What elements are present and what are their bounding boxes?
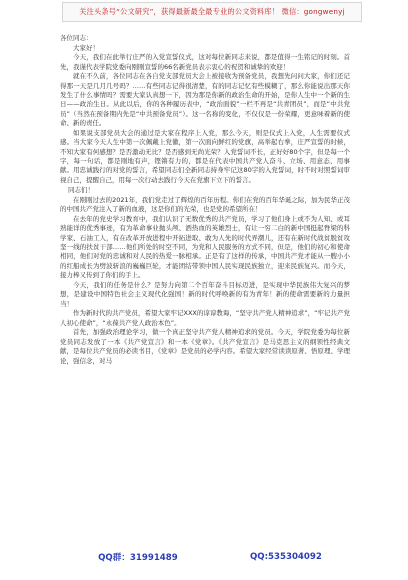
section-salutation: 同志们！ xyxy=(68,186,94,195)
body-paragraph: 在刚刚过去的2021年，我们党走过了辉煌的百年历程。你们在党的百年华诞之际，加为民华正茂的中国共产党注入了新的血液，这是你们的光荣，也是党的希望所在！ xyxy=(60,195,350,214)
qq-contact-text: QQ:535304092 xyxy=(249,552,322,562)
body-paragraph: 就在不久前，各位同志在各自党支部党员大会上被接收为预备党员，我想先问问大家，你们还记得那一天是几月几号吗？……有些同志记得很清楚，有的同志记忆有些模糊了，那么你能说出那天你发生了什么事情吗？需要大家认真想一下，因为那是你新的政治生命的开始，是你人生中一个新的生日——政治生日。从此以后，你的各种履历表中，“政治面貌”一栏不再是“共青团员”，而是“中共党员”（当然在预备期内先是“中共预备党员”）。这一名称的变化，不仅仅是一份荣耀，更意味着新的使命、新的责任。 xyxy=(60,72,350,128)
greeting: 大家好！ xyxy=(73,43,99,52)
body-paragraph: 今天，我们在此举行庄严的入党宣誓仪式，这对每位新同志来说，都是值得一生铭记的时刻。首先，我谨代表学院党委向刚刚宣誓的66名新党员表示衷心的祝贺和诚挚的欢迎！ xyxy=(60,53,350,71)
promo-banner xyxy=(62,2,362,22)
promo-banner-text: 关注头条号“公文研究”，获得最新最全最专业的公文资料库！ 微信：gongwenyj xyxy=(79,7,345,16)
salutation: 各位同志： xyxy=(60,34,93,42)
body-paragraph: 如果说支部党员大会的通过是大家在程序上入党，那么今天，则是仪式上入党，人生需要仪式感。当大家今天人生中第一次佩戴上党徽，第一次面向鲜红的党旗，高举起右拳，庄严宣誓的时候，不知大家有何感想？是否激动无比？是否感到无尚光荣？入党誓词不长，正好好80个字，但是每一个字，每一句话，都是刚地有声，铿锵有力的，都是在代表中国共产党人奋斗、立场、用意态、用事献。用忠诚践行的对党的誓言，希望同志们全新同志持身牢记这80字的入党誓词，时不时对照誓词审视自己，提醒自己，用每一次行动去践行今天在党旗下立下的誓言。 xyxy=(60,128,350,184)
qq-group-text: QQ群：31991489 xyxy=(98,553,178,563)
body-paragraph: 今天，我们的任务是什么？是努力向第二个百年奋斗目标迈进，是实现中华民族伟大复兴的梦想，是建设中国特色社会主义现代化强国！新的时代呼唤新的有为青年！新的使命需要新的力量担当！ xyxy=(60,280,350,308)
footer-contacts xyxy=(62,549,358,565)
body-paragraph: 在去年的党史学习教育中，我们认识了无数优秀的共产党员，学习了他们身上或不为人知、或耳熟能详的优秀事迹，有为革命事业抛头颅、洒热血的英雄烈士，有让一穷二白的新中国挺起脊梁的科学家、石油工人，有在改革开放进程中开拓进取、敢为人先的时代弄潮儿，还有在新时代战贫脱贫攻坚一线的扶贫干部……他们所处的时空不同，为党和人民服务的方式不同，但是，他们的初心和使命相同，他们对党的忠诚和对人民的热爱一脉相承。正是有了这样的传承，中国共产党才能从一艘小小的红船成长为劈波斩浪的巍巍巨轮，才能团结带领中国人民实现民族独立，迎来民族复兴。而今天，接力棒又传到了你们的手上。 xyxy=(60,214,350,280)
body-paragraph: 作为新时代的共产党员，希望大家牢记XXX的谆谆教诲，“坚守共产党人精神追求”，“牢记共产党人初心使命”，“永葆共产党人政治本色”。 xyxy=(60,309,350,327)
body-paragraph: 首先，加强政治理论学习，做一个真正坚守共产党人精神追求的党员。今天，学院党委为每位新党员同志发放了一本《共产党宣言》和一本《党章》。《共产党宣言》是马克思主义的纲领性经典文献，是每位共产党员的必读书目，《党章》是党员的必学内容。希望大家经常读读原著、悟原理、学理论，强信念，对马 xyxy=(60,328,350,365)
document-body xyxy=(60,34,350,366)
